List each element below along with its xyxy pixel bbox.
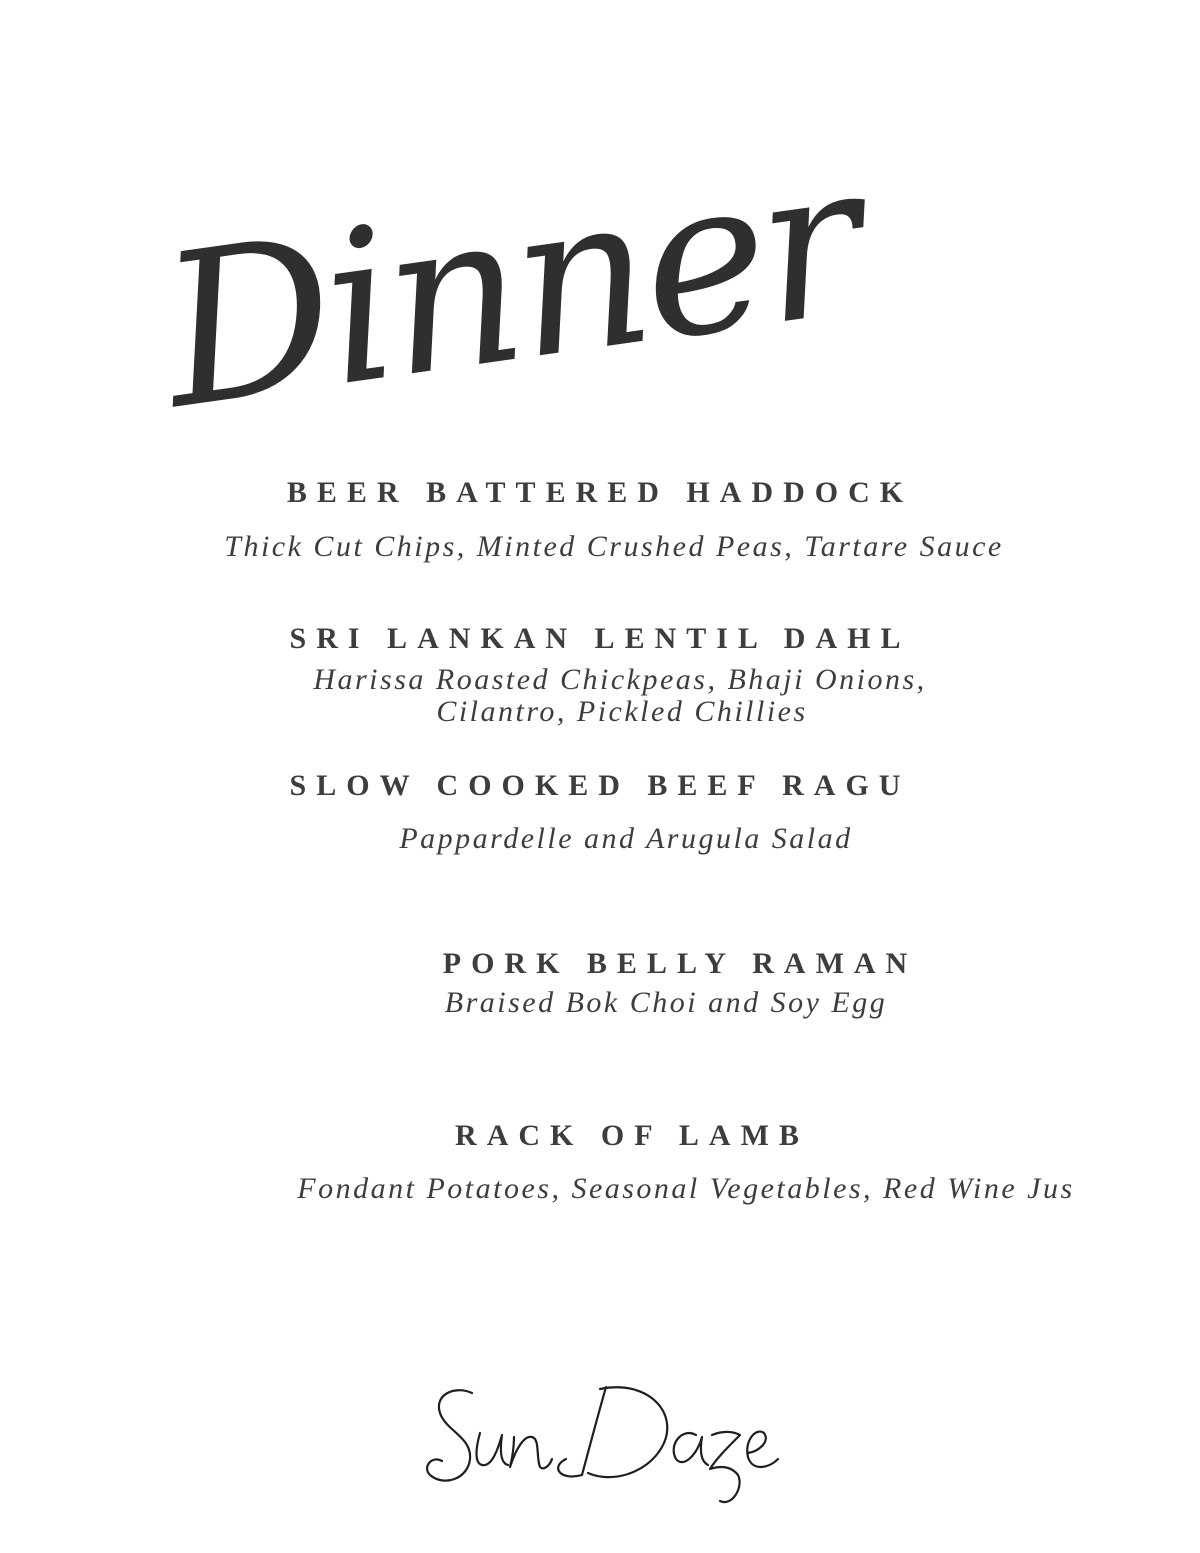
dish-name-dahl: SRI LANKAN LENTIL DAHL: [289, 622, 911, 655]
dish-name-lamb: RACK OF LAMB: [455, 1119, 809, 1152]
sun-daze-signature-icon: [410, 1375, 790, 1515]
dish-description-lamb: Fondant Potatoes, Seasonal Vegetables, Red Wine Jus: [297, 1172, 1075, 1205]
dish-name-haddock: BEER BATTERED HADDOCK: [286, 476, 914, 509]
dish-description-beef-ragu: Pappardelle and Arugula Salad: [399, 822, 853, 855]
sun-daze-logo: [410, 1375, 790, 1515]
dish-name-pork-belly: PORK BELLY RAMAN: [442, 947, 918, 980]
dish-name-beef-ragu: SLOW COOKED BEEF RAGU: [289, 769, 911, 802]
dish-description-dahl-line-1: Harissa Roasted Chickpeas, Bhaji Onions,: [313, 663, 927, 696]
dish-description-pork-belly: Braised Bok Choi and Soy Egg: [444, 986, 888, 1019]
menu-title: [140, 116, 871, 456]
menu-title-script: [140, 116, 871, 456]
dish-description-dahl-line-2: Cilantro, Pickled Chillies: [436, 695, 808, 728]
dish-description-haddock: Thick Cut Chips, Minted Crushed Peas, Tartare Sauce: [224, 530, 1004, 563]
menu-title-text: Dinner: [148, 116, 871, 456]
